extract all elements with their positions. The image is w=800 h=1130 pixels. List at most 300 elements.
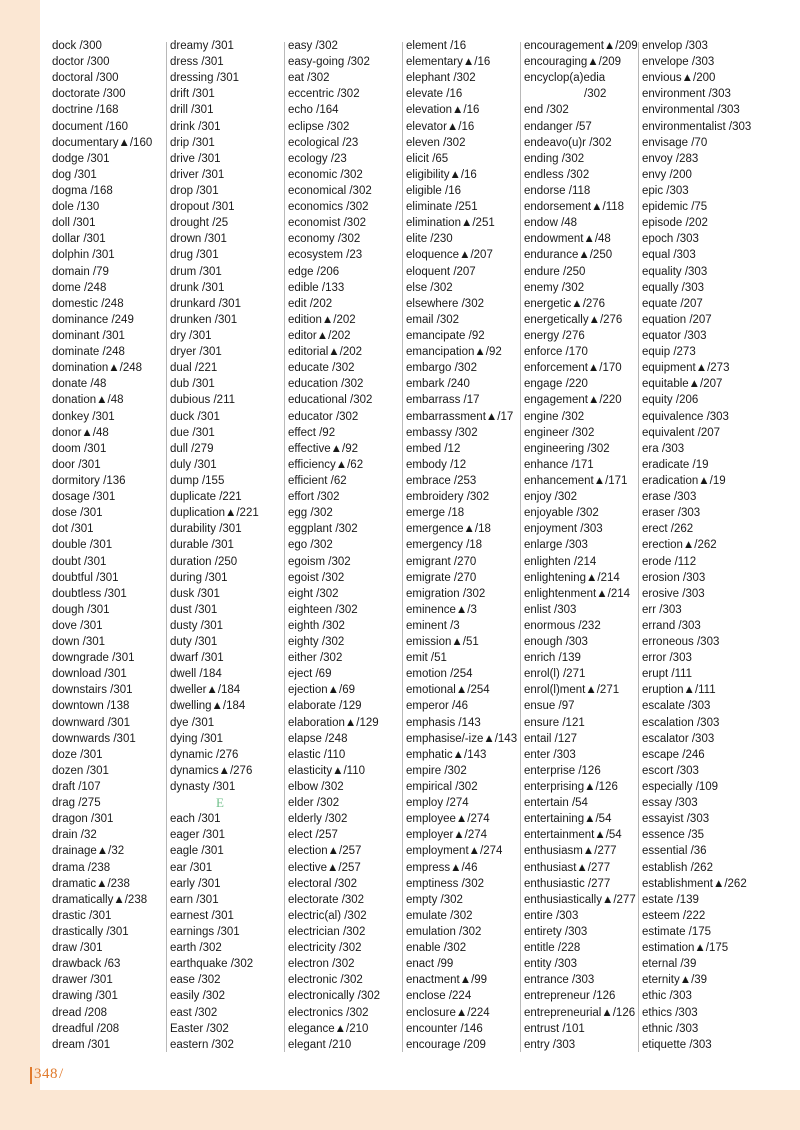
index-entry: dropout /301 bbox=[170, 201, 235, 214]
index-entry: ego /302 bbox=[288, 539, 333, 552]
index-entry: electronics /302 bbox=[288, 1006, 369, 1019]
index-entry: dusk /301 bbox=[170, 587, 220, 600]
index-entry: errand /303 bbox=[642, 619, 701, 632]
index-entry: dusty /301 bbox=[170, 619, 224, 632]
index-entry: donation▲/48 bbox=[52, 394, 124, 407]
index-entry: entertainment▲/54 bbox=[524, 829, 622, 842]
index-entry: drum /301 bbox=[170, 265, 222, 278]
index-entry: eighth /302 bbox=[288, 619, 345, 632]
index-entry: doze /301 bbox=[52, 748, 103, 761]
index-entry: elite /230 bbox=[406, 233, 453, 246]
index-entry: donkey /301 bbox=[52, 410, 115, 423]
index-entry: eccentric /302 bbox=[288, 88, 360, 101]
index-entry: empty /302 bbox=[406, 893, 463, 906]
index-entry: either /302 bbox=[288, 652, 343, 665]
index-entry: equator /303 bbox=[642, 329, 707, 342]
index-entry: entertaining▲/54 bbox=[524, 813, 612, 826]
index-entry: drip /301 bbox=[170, 136, 215, 149]
index-entry: emergency /18 bbox=[406, 539, 483, 552]
index-entry: engage /220 bbox=[524, 378, 588, 391]
index-entry: easily /302 bbox=[170, 990, 225, 1003]
index-entry: eight /302 bbox=[288, 587, 339, 600]
index-entry: enterprising▲/126 bbox=[524, 781, 618, 794]
index-entry: economy /302 bbox=[288, 233, 361, 246]
index-entry: dramatic▲/238 bbox=[52, 877, 130, 890]
index-entry: doubtful /301 bbox=[52, 571, 119, 584]
index-entry: earnings /301 bbox=[170, 926, 240, 939]
index-entry: enactment▲/99 bbox=[406, 974, 488, 987]
index-entry: edition▲/202 bbox=[288, 313, 356, 326]
index-entry: edge /206 bbox=[288, 265, 340, 278]
index-entry: enhancement▲/171 bbox=[524, 474, 628, 487]
index-entry: equally /303 bbox=[642, 281, 705, 294]
index-entry: equal /303 bbox=[642, 249, 696, 262]
index-entry: drunken /301 bbox=[170, 313, 238, 326]
index-entry: drama /238 bbox=[52, 861, 111, 874]
index-entry: downgrade /301 bbox=[52, 652, 135, 665]
index-column-1 bbox=[52, 38, 168, 1053]
index-entry: edit /202 bbox=[288, 297, 333, 310]
index-entry: dominance /249 bbox=[52, 313, 134, 326]
index-entry: duly /301 bbox=[170, 458, 217, 471]
bottom-margin-band bbox=[0, 1090, 800, 1130]
index-entry: drive /301 bbox=[170, 152, 221, 165]
index-entry: erroneous /303 bbox=[642, 636, 720, 649]
index-entry: eraser /303 bbox=[642, 507, 701, 520]
index-entry: end /302 bbox=[524, 104, 569, 117]
index-entry: elevate /16 bbox=[406, 88, 463, 101]
index-entry: elder /302 bbox=[288, 797, 340, 810]
index-entry: erode /112 bbox=[642, 555, 697, 568]
index-entry: emptiness /302 bbox=[406, 877, 484, 890]
index-entry: educate /302 bbox=[288, 362, 355, 375]
index-entry: escalator /303 bbox=[642, 732, 715, 745]
index-entry: entrepreneurial▲/126 bbox=[524, 1006, 636, 1019]
index-entry: embody /12 bbox=[406, 458, 467, 471]
index-entry: equality /303 bbox=[642, 265, 708, 278]
index-entry: eternity▲/39 bbox=[642, 974, 708, 987]
index-entry: electrician /302 bbox=[288, 926, 366, 939]
index-entry: emigration /302 bbox=[406, 587, 486, 600]
index-entry: enough /303 bbox=[524, 636, 588, 649]
index-entry: dwelling▲/184 bbox=[170, 700, 246, 713]
index-entry: dosage /301 bbox=[52, 491, 116, 504]
index-entry: dress /301 bbox=[170, 56, 224, 69]
index-entry: engagement▲/220 bbox=[524, 394, 622, 407]
index-entry: eloquence▲/207 bbox=[406, 249, 493, 262]
index-entry: dot /301 bbox=[52, 523, 94, 536]
index-column-3 bbox=[288, 38, 404, 1053]
index-entry: eighteen /302 bbox=[288, 603, 358, 616]
index-entry: emulation /302 bbox=[406, 926, 482, 939]
index-entry: due /301 bbox=[170, 426, 215, 439]
index-entry: ending /302 bbox=[524, 152, 585, 165]
index-entry: encouraging▲/209 bbox=[524, 56, 622, 69]
index-entry: err /303 bbox=[642, 603, 682, 616]
index-entry: eager /301 bbox=[170, 829, 225, 842]
index-entry: election▲/257 bbox=[288, 845, 362, 858]
index-entry: erosive /303 bbox=[642, 587, 705, 600]
index-entry: earthquake /302 bbox=[170, 958, 254, 971]
index-entry: erection▲/262 bbox=[642, 539, 717, 552]
index-entry: enjoyment /303 bbox=[524, 523, 603, 536]
index-entry: encourage /209 bbox=[406, 1038, 486, 1051]
index-entry: erect /262 bbox=[642, 523, 694, 536]
index-entry: epic /303 bbox=[642, 184, 689, 197]
index-entry: electronic /302 bbox=[288, 974, 363, 987]
index-entry: elegant /210 bbox=[288, 1038, 352, 1051]
index-entry: entire /303 bbox=[524, 909, 579, 922]
index-entry: dog /301 bbox=[52, 168, 97, 181]
index-entry: draft /107 bbox=[52, 781, 101, 794]
index-entry: eruption▲/111 bbox=[642, 684, 716, 697]
index-entry: dust /301 bbox=[170, 603, 218, 616]
index-entry: eradication▲/19 bbox=[642, 474, 726, 487]
index-entry: earnest /301 bbox=[170, 909, 234, 922]
index-entry: electric(al) /302 bbox=[288, 909, 367, 922]
index-entry: elicit /65 bbox=[406, 152, 449, 165]
index-entry: dryer /301 bbox=[170, 346, 222, 359]
index-entry: environmentalist /303 bbox=[642, 120, 752, 133]
index-entry: endure /250 bbox=[524, 265, 586, 278]
index-entry: eminence▲/3 bbox=[406, 603, 477, 616]
index-entry: doubt /301 bbox=[52, 555, 107, 568]
index-entry: easy-going /302 bbox=[288, 56, 370, 69]
index-entry: essay /303 bbox=[642, 797, 698, 810]
index-entry: envoy /283 bbox=[642, 152, 699, 165]
index-column-4 bbox=[406, 38, 522, 1053]
index-entry: duplicate /221 bbox=[170, 491, 242, 504]
index-entry: employee▲/274 bbox=[406, 813, 490, 826]
index-entry: eleven /302 bbox=[406, 136, 466, 149]
index-entry: element /16 bbox=[406, 40, 467, 52]
index-entry: enthusiastically▲/277 bbox=[524, 893, 636, 906]
index-entry: eligibility▲/16 bbox=[406, 168, 477, 181]
index-entry: easy /302 bbox=[288, 40, 338, 52]
index-entry: download /301 bbox=[52, 668, 127, 681]
index-entry: doom /301 bbox=[52, 442, 107, 455]
index-entry: equivalence /303 bbox=[642, 410, 729, 423]
index-entry: early /301 bbox=[170, 877, 221, 890]
index-entry: educator /302 bbox=[288, 410, 359, 423]
index-entry: dock /300 bbox=[52, 40, 102, 52]
index-entry: elderly /302 bbox=[288, 813, 348, 826]
index-entry: embargo /302 bbox=[406, 362, 477, 375]
index-entry: ethic /303 bbox=[642, 990, 692, 1003]
index-entry: endowment▲/48 bbox=[524, 233, 611, 246]
index-entry: esteem /222 bbox=[642, 909, 706, 922]
index-entry: embroidery /302 bbox=[406, 491, 490, 504]
index-entry: emigrant /270 bbox=[406, 555, 477, 568]
index-entry: ecosystem /23 bbox=[288, 249, 363, 262]
index-entry: dressing /301 bbox=[170, 72, 240, 85]
index-entry: entrust /101 bbox=[524, 1022, 585, 1035]
index-entry: dump /155 bbox=[170, 474, 225, 487]
index-entry: engineer /302 bbox=[524, 426, 595, 439]
index-entry: duty /301 bbox=[170, 636, 218, 649]
index-entry: emulate /302 bbox=[406, 909, 473, 922]
index-entry: double /301 bbox=[52, 539, 113, 552]
index-entry: enter /303 bbox=[524, 748, 576, 761]
index-entry: estate /139 bbox=[642, 893, 699, 906]
index-entry: equipment▲/273 bbox=[642, 362, 730, 375]
index-entry: enclosure▲/224 bbox=[406, 1006, 490, 1019]
index-entry: edible /133 bbox=[288, 281, 345, 294]
index-column-5 bbox=[524, 38, 640, 1053]
index-entry: encounter /146 bbox=[406, 1022, 483, 1035]
index-entry: downstairs /301 bbox=[52, 684, 133, 697]
index-entry: elsewhere /302 bbox=[406, 297, 484, 310]
index-entry: emigrate /270 bbox=[406, 571, 477, 584]
index-entry: doctoral /300 bbox=[52, 72, 119, 85]
index-entry: entrepreneur /126 bbox=[524, 990, 616, 1003]
index-entry: ejection▲/69 bbox=[288, 684, 356, 697]
index-entry: driver /301 bbox=[170, 168, 225, 181]
index-entry: eggplant /302 bbox=[288, 523, 358, 536]
index-entry: echo /164 bbox=[288, 104, 339, 117]
index-entry: educational /302 bbox=[288, 394, 373, 407]
index-entry: enterprise /126 bbox=[524, 764, 601, 777]
index-entry: domain /79 bbox=[52, 265, 109, 278]
index-entry: egg /302 bbox=[288, 507, 333, 520]
index-entry: emancipation▲/92 bbox=[406, 346, 502, 359]
index-entry: entail /127 bbox=[524, 732, 578, 745]
index-entry: eligible /16 bbox=[406, 184, 461, 197]
index-entry: eagle /301 bbox=[170, 845, 224, 858]
index-entry: door /301 bbox=[52, 458, 101, 471]
index-entry: dozen /301 bbox=[52, 764, 109, 777]
index-entry: drawer /301 bbox=[52, 974, 113, 987]
index-entry: enlightenment▲/214 bbox=[524, 587, 631, 600]
index-entry: equate /207 bbox=[642, 297, 703, 310]
index-entry: drunkard /301 bbox=[170, 297, 241, 310]
index-entry: energetically▲/276 bbox=[524, 313, 623, 326]
index-entry: duplication▲/221 bbox=[170, 507, 259, 520]
index-entry: dolphin /301 bbox=[52, 249, 115, 262]
index-entry: endorsement▲/118 bbox=[524, 201, 625, 214]
index-entry: downtown /138 bbox=[52, 700, 130, 713]
index-entry: dynamics▲/276 bbox=[170, 764, 253, 777]
index-entry: drug /301 bbox=[170, 249, 219, 262]
index-entry: entitle /228 bbox=[524, 942, 581, 955]
index-entry: duck /301 bbox=[170, 410, 220, 423]
index-entry: enact /99 bbox=[406, 958, 454, 971]
index-entry: drastic /301 bbox=[52, 909, 112, 922]
index-entry: dreamy /301 bbox=[170, 40, 234, 52]
index-entry: egoist /302 bbox=[288, 571, 345, 584]
index-entry: effective▲/92 bbox=[288, 442, 358, 455]
index-entry: elective▲/257 bbox=[288, 861, 361, 874]
index-entry: drunk /301 bbox=[170, 281, 225, 294]
index-entry: enrich /139 bbox=[524, 652, 581, 665]
index-entry: dogma /168 bbox=[52, 184, 113, 197]
index-entry: drown /301 bbox=[170, 233, 227, 246]
index-entry: encyclop(a)edia bbox=[524, 72, 606, 85]
index-entry: encouragement▲/209 bbox=[524, 40, 638, 52]
index-entry: drink /301 bbox=[170, 120, 221, 133]
index-entry: else /302 bbox=[406, 281, 453, 294]
index-entry: drag /275 bbox=[52, 797, 101, 810]
index-entry: elasticity▲/110 bbox=[288, 764, 366, 777]
index-entry: epoch /303 bbox=[642, 233, 699, 246]
index-entry: endanger /57 bbox=[524, 120, 592, 133]
index-entry: endeavo(u)r /302 bbox=[524, 136, 612, 149]
index-entry: doctrine /168 bbox=[52, 104, 119, 117]
index-entry: domestic /248 bbox=[52, 297, 124, 310]
index-entry: doctorate /300 bbox=[52, 88, 126, 101]
index-entry: enjoyable /302 bbox=[524, 507, 599, 520]
index-entry: drawback /63 bbox=[52, 958, 121, 971]
index-entry: elephant /302 bbox=[406, 72, 476, 85]
index-entry: equivalent /207 bbox=[642, 426, 721, 439]
index-entry: economics /302 bbox=[288, 201, 369, 214]
index-entry: envelop /303 bbox=[642, 40, 708, 52]
index-entry: energy /276 bbox=[524, 329, 585, 342]
index-entry: eject /69 bbox=[288, 668, 332, 681]
index-entry: enthusiastic /277 bbox=[524, 877, 611, 890]
index-entry: dying /301 bbox=[170, 732, 224, 745]
index-entry: especially /109 bbox=[642, 781, 719, 794]
index-entry: era /303 bbox=[642, 442, 685, 455]
index-column-6 bbox=[642, 38, 758, 1053]
index-entry: essayist /303 bbox=[642, 813, 710, 826]
index-entry: envelope /303 bbox=[642, 56, 715, 69]
index-entry: dull /279 bbox=[170, 442, 214, 455]
index-entry: electoral /302 bbox=[288, 877, 358, 890]
index-entry: email /302 bbox=[406, 313, 460, 326]
index-entry: embassy /302 bbox=[406, 426, 478, 439]
index-entry: effect /92 bbox=[288, 426, 336, 439]
index-entry: emotion /254 bbox=[406, 668, 473, 681]
index-entry: epidemic /75 bbox=[642, 201, 708, 214]
index-entry: enthusiasm▲/277 bbox=[524, 845, 617, 858]
index-entry: dreadful /208 bbox=[52, 1022, 120, 1035]
index-entry: dominate /248 bbox=[52, 346, 125, 359]
index-entry: enforce /170 bbox=[524, 346, 588, 359]
index-entry: during /301 bbox=[170, 571, 228, 584]
index-entry: estimation▲/175 bbox=[642, 942, 729, 955]
index-entry: entertain /54 bbox=[524, 797, 588, 810]
index-entry: dweller▲/184 bbox=[170, 684, 241, 697]
index-entry: dragon /301 bbox=[52, 813, 114, 826]
index-entry: endless /302 bbox=[524, 168, 590, 181]
index-entry: erosion /303 bbox=[642, 571, 706, 584]
index-column-2 bbox=[170, 38, 286, 1053]
index-entry: dynamic /276 bbox=[170, 748, 239, 761]
index-entry: escalate /303 bbox=[642, 700, 711, 713]
index-entry: equip /273 bbox=[642, 346, 696, 359]
index-entry: drastically /301 bbox=[52, 926, 129, 939]
index-entry: electricity /302 bbox=[288, 942, 362, 955]
index-entry: dream /301 bbox=[52, 1038, 111, 1051]
index-entry: elect /257 bbox=[288, 829, 338, 842]
index-entry: escort /303 bbox=[642, 764, 699, 777]
index-entry: employ /274 bbox=[406, 797, 469, 810]
index-entry: entity /303 bbox=[524, 958, 578, 971]
index-entry: enclose /224 bbox=[406, 990, 472, 1003]
index-entry: downward /301 bbox=[52, 716, 130, 729]
index-entry: doctor /300 bbox=[52, 56, 110, 69]
index-entry: earth /302 bbox=[170, 942, 222, 955]
index-entry: episode /202 bbox=[642, 217, 708, 230]
index-entry: enrol(l)ment▲/271 bbox=[524, 684, 620, 697]
index-entry: eat /302 bbox=[288, 72, 330, 85]
index-entry: egoism /302 bbox=[288, 555, 351, 568]
index-entry: endorse /118 bbox=[524, 184, 591, 197]
index-entry: environment /303 bbox=[642, 88, 731, 101]
index-entry: etiquette /303 bbox=[642, 1038, 712, 1051]
index-entry: entirety /303 bbox=[524, 926, 588, 939]
index-entry: document /160 bbox=[52, 120, 129, 133]
index-entry: establishment▲/262 bbox=[642, 877, 747, 890]
index-entry: dwarf /301 bbox=[170, 652, 224, 665]
index-entry: dome /248 bbox=[52, 281, 107, 294]
index-entry: envisage /70 bbox=[642, 136, 708, 149]
index-entry: dye /301 bbox=[170, 716, 215, 729]
index-entry: enlist /303 bbox=[524, 603, 577, 616]
index-entry: embarrass /17 bbox=[406, 394, 480, 407]
index-entry: erupt /111 bbox=[642, 668, 693, 681]
index-entry: dual /221 bbox=[170, 362, 218, 375]
index-entry: embarrassment▲/17 bbox=[406, 410, 514, 423]
index-entry: dough /301 bbox=[52, 603, 110, 616]
index-entry: embrace /253 bbox=[406, 474, 477, 487]
index-entry: envious▲/200 bbox=[642, 72, 716, 85]
index-entry: embark /240 bbox=[406, 378, 470, 391]
index-entry: enforcement▲/170 bbox=[524, 362, 622, 375]
index-entry: duration /250 bbox=[170, 555, 238, 568]
index-entry: equitable▲/207 bbox=[642, 378, 723, 391]
index-entry: essence /35 bbox=[642, 829, 705, 842]
index-entry: enlightening▲/214 bbox=[524, 571, 620, 584]
index-entry: equity /206 bbox=[642, 394, 699, 407]
index-entry: enormous /232 bbox=[524, 619, 601, 632]
index-entry: ear /301 bbox=[170, 861, 213, 874]
index-entry: dubious /211 bbox=[170, 394, 236, 407]
index-entry: editorial▲/202 bbox=[288, 346, 363, 359]
index-entry: entrance /303 bbox=[524, 974, 595, 987]
index-entry: eternal /39 bbox=[642, 958, 697, 971]
index-entry: elbow /302 bbox=[288, 781, 344, 794]
index-entry: enjoy /302 bbox=[524, 491, 578, 504]
index-entry: endurance▲/250 bbox=[524, 249, 613, 262]
index-entry: dove /301 bbox=[52, 619, 103, 632]
index-entry: ecological /23 bbox=[288, 136, 359, 149]
index-entry: emotional▲/254 bbox=[406, 684, 490, 697]
index-entry: documentary▲/160 bbox=[52, 136, 153, 149]
index-entry: domination▲/248 bbox=[52, 362, 143, 375]
index-entry: eloquent /207 bbox=[406, 265, 476, 278]
index-entry: dodge /301 bbox=[52, 152, 110, 165]
index-entry: drought /25 bbox=[170, 217, 229, 230]
index-entry: elegance▲/210 bbox=[288, 1022, 369, 1035]
index-entry: education /302 bbox=[288, 378, 364, 391]
index-entry: elaborate /129 bbox=[288, 700, 362, 713]
index-entry: eradicate /19 bbox=[642, 458, 709, 471]
index-entry: dry /301 bbox=[170, 329, 212, 342]
index-entry: emit /51 bbox=[406, 652, 447, 665]
index-entry: ecology /23 bbox=[288, 152, 347, 165]
index-entry: elementary▲/16 bbox=[406, 56, 491, 69]
index-entry: draw /301 bbox=[52, 942, 103, 955]
index-entry: drift /301 bbox=[170, 88, 215, 101]
index-entry: emission▲/51 bbox=[406, 636, 479, 649]
index-entry: durable /301 bbox=[170, 539, 234, 552]
index-entry: essential /36 bbox=[642, 845, 707, 858]
index-entry: escalation /303 bbox=[642, 716, 720, 729]
index-entry: elevator▲/16 bbox=[406, 120, 475, 133]
index-entry: drawing /301 bbox=[52, 990, 118, 1003]
